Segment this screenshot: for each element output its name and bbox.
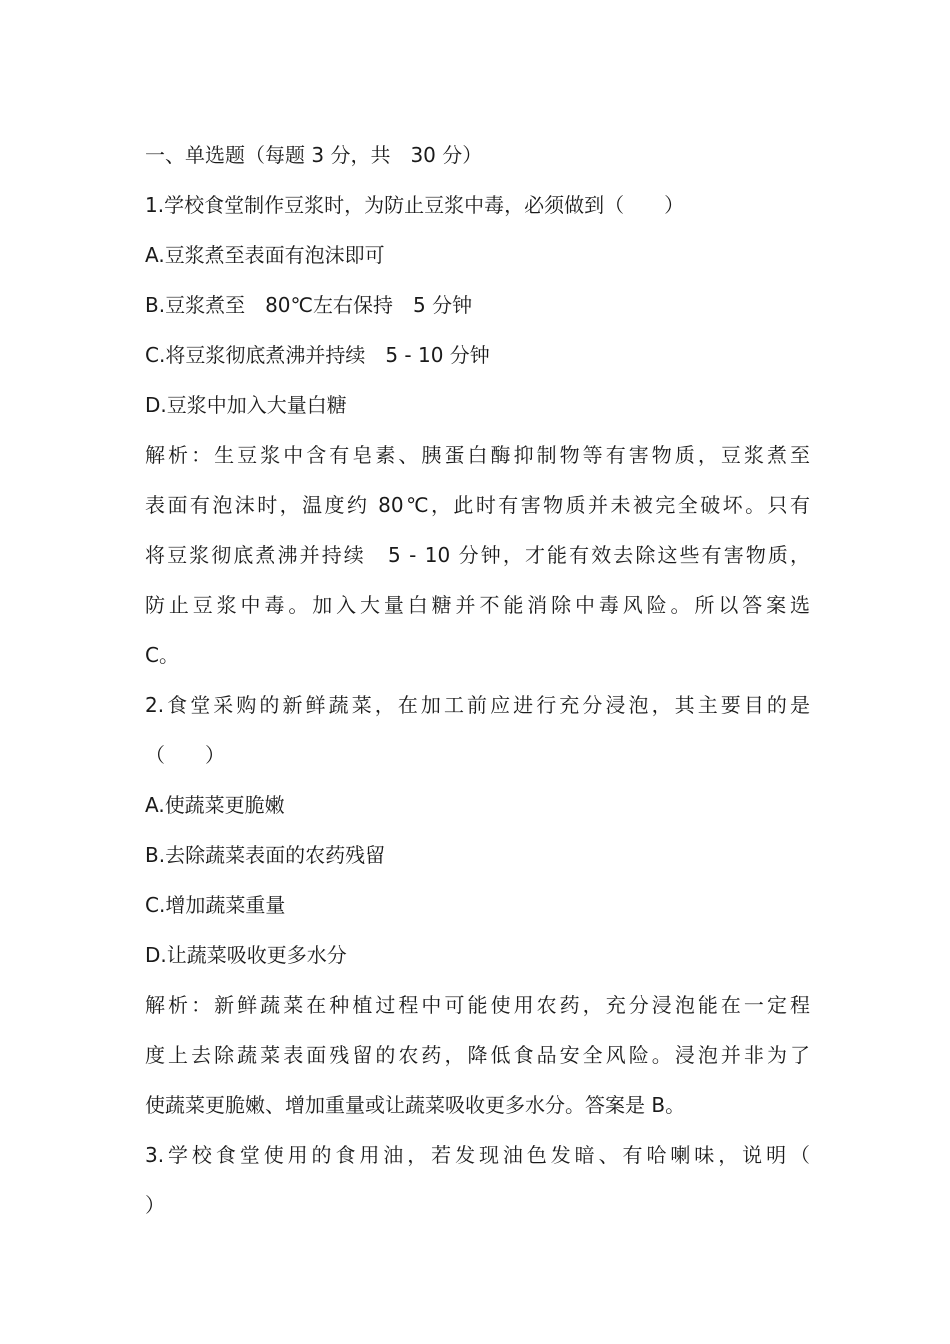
question-2-option-c: C.增加蔬菜重量 — [145, 893, 286, 917]
question-3-stem: 3.学校食堂使用的食用油，若发现油色发暗、有哈喇味，说明（ — [145, 1143, 810, 1167]
question-1-analysis-line: 将豆浆彻底煮沸并持续 5 - 10 分钟，才能有效去除这些有害物质， — [145, 543, 810, 567]
question-1-stem: 1.学校食堂制作豆浆时，为防止豆浆中毒，必须做到（ ） — [145, 193, 685, 217]
question-2-option-a: A.使蔬菜更脆嫩 — [145, 793, 285, 817]
question-2-option-b: B.去除蔬菜表面的农药残留 — [145, 843, 386, 867]
question-2-option-d: D.让蔬菜吸收更多水分 — [145, 943, 347, 967]
question-1-analysis-line: C。 — [145, 643, 179, 667]
question-3-stem-close: ） — [145, 1193, 165, 1217]
document-body — [145, 130, 810, 1230]
question-2-stem-blank: （ ） — [145, 743, 225, 767]
question-1-option-b: B.豆浆煮至 80℃左右保持 5 分钟 — [145, 293, 473, 317]
question-2-analysis-line: 解析：新鲜蔬菜在种植过程中可能使用农药，充分浸泡能在一定程 — [145, 993, 810, 1017]
section-heading: 一、单选题（每题 3 分，共 30 分） — [145, 143, 483, 167]
question-1-analysis-line: 解析：生豆浆中含有皂素、胰蛋白酶抑制物等有害物质，豆浆煮至 — [145, 443, 810, 467]
question-1-analysis-line: 表面有泡沫时，温度约 80℃，此时有害物质并未被完全破坏。只有 — [145, 493, 810, 517]
question-1-option-d: D.豆浆中加入大量白糖 — [145, 393, 347, 417]
question-1-analysis-line: 防止豆浆中毒。加入大量白糖并不能消除中毒风险。所以答案选 — [145, 593, 810, 617]
question-2-analysis-line: 度上去除蔬菜表面残留的农药，降低食品安全风险。浸泡并非为了 — [145, 1043, 810, 1067]
question-1-option-c: C.将豆浆彻底煮沸并持续 5 - 10 分钟 — [145, 343, 490, 367]
question-1-option-a: A.豆浆煮至表面有泡沫即可 — [145, 243, 385, 267]
question-2-analysis-line: 使蔬菜更脆嫩、增加重量或让蔬菜吸收更多水分。答案是 B。 — [145, 1093, 686, 1117]
question-2-stem: 2.食堂采购的新鲜蔬菜，在加工前应进行充分浸泡，其主要目的是 — [145, 693, 810, 717]
